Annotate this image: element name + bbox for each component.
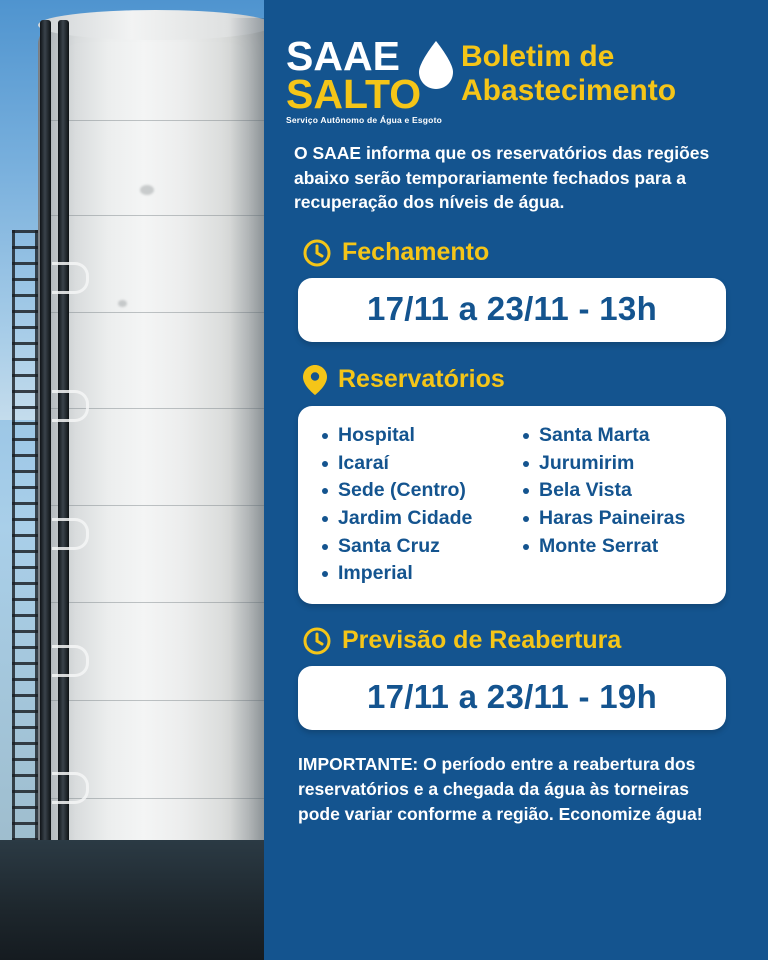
list-item: Jurumirim xyxy=(521,450,708,478)
clock-icon xyxy=(302,238,332,268)
tank-shading xyxy=(230,18,264,923)
list-item: Santa Cruz xyxy=(320,533,507,561)
tank-ladder xyxy=(12,230,38,930)
important-note: IMPORTANTE: O período entre a reabertura dos reservatórios e a chegada da água às torneiras pode variar conforme a região. Economize água! xyxy=(298,753,703,824)
section-header-reabertura xyxy=(302,626,738,656)
water-drop-icon xyxy=(417,40,455,90)
clock-icon xyxy=(302,626,332,656)
reservoirs-column-left xyxy=(320,422,507,588)
reservoirs-column-right xyxy=(521,422,708,588)
list-item: Hospital xyxy=(320,422,507,450)
map-pin-icon xyxy=(302,364,328,396)
header xyxy=(286,34,738,125)
list-item: Jardim Cidade xyxy=(320,505,507,533)
logo-subtitle: Serviço Autônomo de Água e Esgoto xyxy=(286,115,442,126)
section-header-fechamento xyxy=(302,238,738,268)
ground xyxy=(0,840,264,960)
tank-pipe-left xyxy=(40,20,51,930)
logo-line-saae: SAAE xyxy=(286,33,400,79)
list-item: Sede (Centro) xyxy=(320,477,507,505)
water-tank-photo xyxy=(0,0,264,960)
list-item: Icaraí xyxy=(320,450,507,478)
reservoirs-card xyxy=(298,406,726,604)
closing-date-value: 17/11 a 23/11 - 13h xyxy=(366,289,658,327)
list-item: Bela Vista xyxy=(521,477,708,505)
list-item: Imperial xyxy=(320,560,507,588)
list-item: Haras Paineiras xyxy=(521,505,708,533)
section-label-fechamento: Fechamento xyxy=(342,238,490,267)
page-title: Boletim de Abastecimento xyxy=(461,40,677,107)
closing-date-card xyxy=(298,278,726,342)
section-label-reservatorios: Reservatórios xyxy=(338,365,505,394)
reopening-date-card xyxy=(298,666,726,730)
list-item: Monte Serrat xyxy=(521,533,708,561)
logo-line-salto: SALTO xyxy=(286,70,422,117)
reopening-date-value: 17/11 a 23/11 - 19h xyxy=(366,677,658,715)
content-panel xyxy=(264,0,768,960)
list-item: Santa Marta xyxy=(521,422,708,450)
saae-salto-logo xyxy=(286,34,451,125)
lead-paragraph: O SAAE informa que os reservatórios das regiões abaixo serão temporariamente fechados para a recuperação dos níveis de água. xyxy=(294,143,710,212)
section-header-reservatorios xyxy=(302,364,738,396)
section-label-reabertura: Previsão de Reabertura xyxy=(342,626,622,655)
